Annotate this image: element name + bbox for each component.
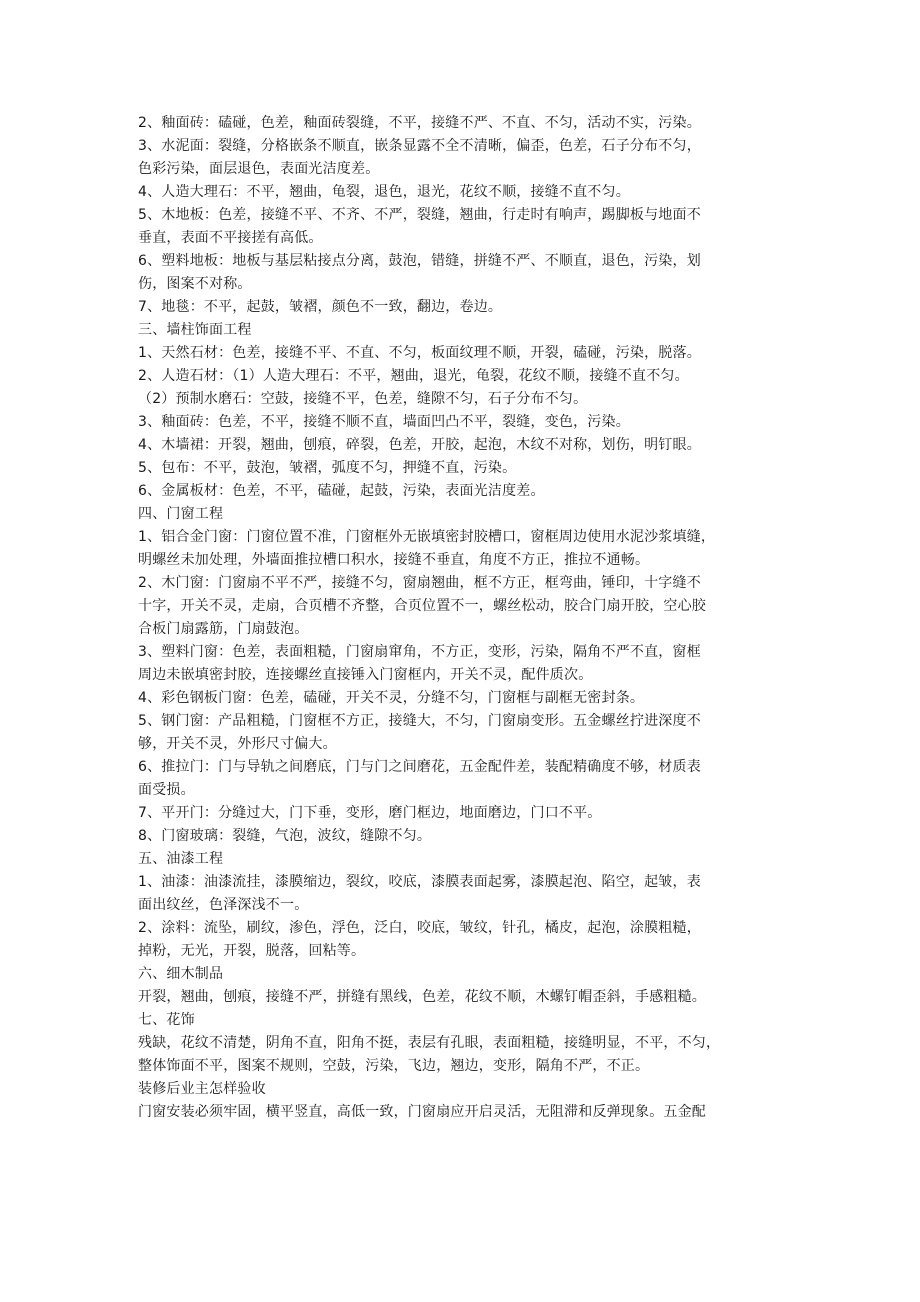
- text-line: 开裂，翘曲，刨痕，接缝不严，拼缝有黑线，色差，花纹不顺，木螺钉帽歪斜，手感粗糙。: [138, 989, 706, 1005]
- text-line: 残缺，花纹不清楚，阴角不直，阳角不挺，表层有孔眼，表面粗糙，接缝明显，不平，不匀，: [138, 1035, 721, 1051]
- text-line: 整体饰面不平，图案不规则，空鼓，污染，飞边，翘边，变形，隔角不严，不正。: [138, 1058, 650, 1074]
- text-line: 3、水泥面：裂缝，分格嵌条不顺直，嵌条显露不全不清晰，偏歪，色差，石子分布不匀，: [138, 138, 701, 154]
- text-line: 伤，图案不对称。: [138, 276, 252, 292]
- text-line: 6、推拉门：门与导轨之间磨底，门与门之间磨花，五金配件差，装配精确度不够，材质表: [138, 759, 701, 775]
- text-line: 1、油漆：油漆流挂，漆膜缩边，裂纹，咬底，漆膜表面起雾，漆膜起泡、陷空，起皱，表: [138, 874, 701, 890]
- section-heading: 装修后业主怎样验收: [138, 1081, 266, 1097]
- text-line: 6、金属板材：色差，不平，磕碰，起鼓，污染，表面光洁度差。: [138, 483, 545, 499]
- text-line: 3、釉面砖：色差，不平，接缝不顺不直，墙面凹凸不平，裂缝，变色，污染。: [138, 414, 630, 430]
- text-line: 7、地毯：不平，起鼓，皱褶，颜色不一致，翻边，卷边。: [138, 299, 503, 315]
- text-line: 门窗安装必须牢固，横平竖直，高低一致，门窗扇应开启灵活，无阻滞和反弹现象。五金配: [138, 1104, 706, 1120]
- text-line: 4、木墙裙：开裂，翘曲，刨痕，碎裂，色差，开胶，起泡，木纹不对称，划伤，明钉眼。: [138, 437, 701, 453]
- document-body: [138, 112, 786, 1124]
- text-line: 面出纹丝，色泽深浅不一。: [138, 897, 309, 913]
- text-line: 掉粉，无光，开裂，脱落，回粘等。: [138, 943, 366, 959]
- text-line: （2）预制水磨石：空鼓，接缝不平，色差，缝隙不匀，石子分布不匀。: [138, 391, 588, 407]
- text-line: 垂直，表面不平接搓有高低。: [138, 230, 323, 246]
- text-line: 合板门扇露筋，门扇鼓泡。: [138, 621, 309, 637]
- text-line: 明螺丝未加处理，外墙面推拉槽口积水，接缝不垂直，角度不方正，推拉不通畅。: [138, 552, 650, 568]
- section-heading: 四、门窗工程: [138, 506, 224, 522]
- text-line: 1、天然石材：色差，接缝不平、不直、不匀，板面纹理不顺，开裂，磕碰，污染，脱落。: [138, 345, 701, 361]
- text-line: 5、包布：不平，鼓泡，皱褶，弧度不匀，押缝不直，污染。: [138, 460, 517, 476]
- section-heading: 七、花饰: [138, 1012, 195, 1028]
- text-line: 1、铝合金门窗：门窗位置不准，门窗框外无嵌填密封胶槽口，窗框周边使用水泥沙浆填缝，: [138, 529, 716, 545]
- text-line: 2、木门窗：门窗扇不平不严，接缝不匀，窗扇翘曲，框不方正，框弯曲，锤印，十字缝不: [138, 575, 701, 591]
- text-line: 色彩污染，面层退色，表面光洁度差。: [138, 161, 380, 177]
- text-line: 2、釉面砖：磕碰，色差，釉面砖裂缝，不平，接缝不严、不直、不匀，活动不实，污染。: [138, 115, 701, 131]
- text-line: 4、人造大理石：不平，翘曲，龟裂，退色，退光，花纹不顺，接缝不直不匀。: [138, 184, 630, 200]
- text-line: 3、塑料门窗：色差，表面粗糙，门窗扇窜角，不方正，变形，污染，隔角不严不直，窗框: [138, 644, 701, 660]
- text-line: 2、人造石材：（1）人造大理石：不平，翘曲，退光，龟裂，花纹不顺，接缝不直不匀。: [138, 368, 689, 384]
- text-line: 5、木地板：色差，接缝不平、不齐、不严，裂缝，翘曲，行走时有响声，踢脚板与地面不: [138, 207, 701, 223]
- text-line: 面受损。: [138, 782, 195, 798]
- text-line: 6、塑料地板：地板与基层粘接点分离，鼓泡，错缝，拼缝不严、不顺直，退色，污染，划: [138, 253, 701, 269]
- text-line: 2、涂料：流坠，刷纹，渗色，浮色，泛白，咬底，皱纹，针孔，橘皮，起泡，涂膜粗糙，: [138, 920, 701, 936]
- text-line: 4、彩色钢板门窗：色差，磕碰，开关不灵，分缝不匀，门窗框与副框无密封条。: [138, 690, 645, 706]
- text-line: 5、钢门窗：产品粗糙，门窗框不方正，接缝大，不匀，门窗扇变形。五金螺丝拧进深度不: [138, 713, 701, 729]
- section-heading: 三、墙柱饰面工程: [138, 322, 252, 338]
- text-line: 8、门窗玻璃：裂缝，气泡，波纹，缝隙不匀。: [138, 828, 432, 844]
- text-line: 够，开关不灵，外形尺寸偏大。: [138, 736, 337, 752]
- text-line: 7、平开门：分缝过大，门下垂，变形，磨门框边，地面磨边，门口不平。: [138, 805, 602, 821]
- section-heading: 五、油漆工程: [138, 851, 224, 867]
- text-line: 周边未嵌填密封胶，连接螺丝直接锤入门窗框内，开关不灵，配件质次。: [138, 667, 593, 683]
- section-heading: 六、细木制品: [138, 966, 224, 982]
- text-line: 十字，开关不灵，走扇，合页槽不齐整，合页位置不一，螺丝松动，胶合门扇开胶，空心胶: [138, 598, 706, 614]
